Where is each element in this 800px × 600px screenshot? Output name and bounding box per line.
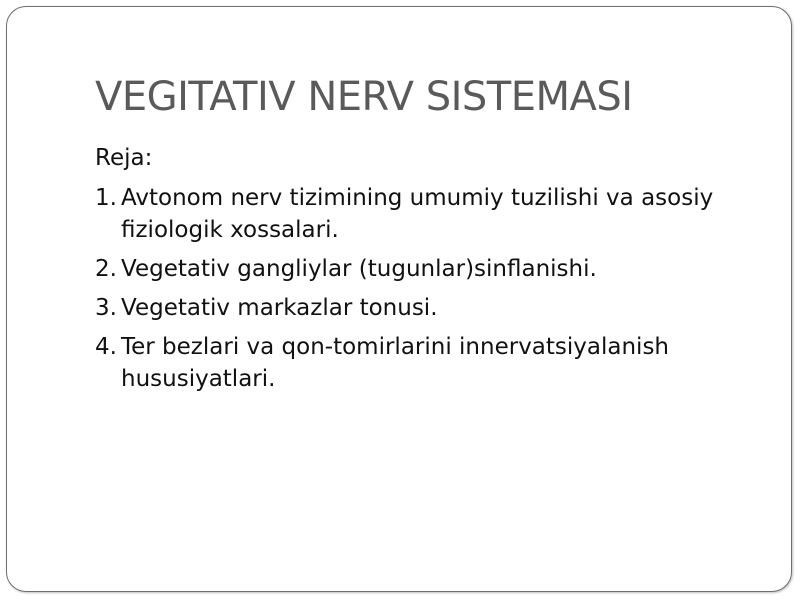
plan-item-4	[95, 331, 755, 395]
plan-item-1	[95, 182, 755, 246]
plan-item-2	[95, 253, 755, 285]
plan-item-number: 2.	[95, 256, 117, 282]
plan-item-3	[95, 292, 755, 324]
plan-heading: Reja:	[95, 145, 153, 171]
plan-item-number: 3.	[95, 295, 117, 321]
plan-item-number: 1.	[95, 185, 117, 211]
slide-frame	[6, 6, 792, 592]
plan-item-number: 4.	[95, 334, 117, 360]
plan-item-text: Vegetativ markazlar tonusi.	[121, 295, 438, 321]
plan-item-text: Ter bezlari va qon-tomirlarini innervatsiyalanish hususiyatlari.	[121, 334, 670, 392]
plan-list	[95, 182, 755, 395]
slide-title: VEGITATIV NERV SISTEMASI	[95, 74, 633, 120]
plan-item-text: Vegetativ gangliylar (tugunlar)sinflanishi.	[121, 256, 597, 282]
slide-body	[95, 140, 755, 402]
plan-item-text: Avtonom nerv tizimining umumiy tuzilishi va asosiy fiziologik xossalari.	[121, 185, 714, 243]
